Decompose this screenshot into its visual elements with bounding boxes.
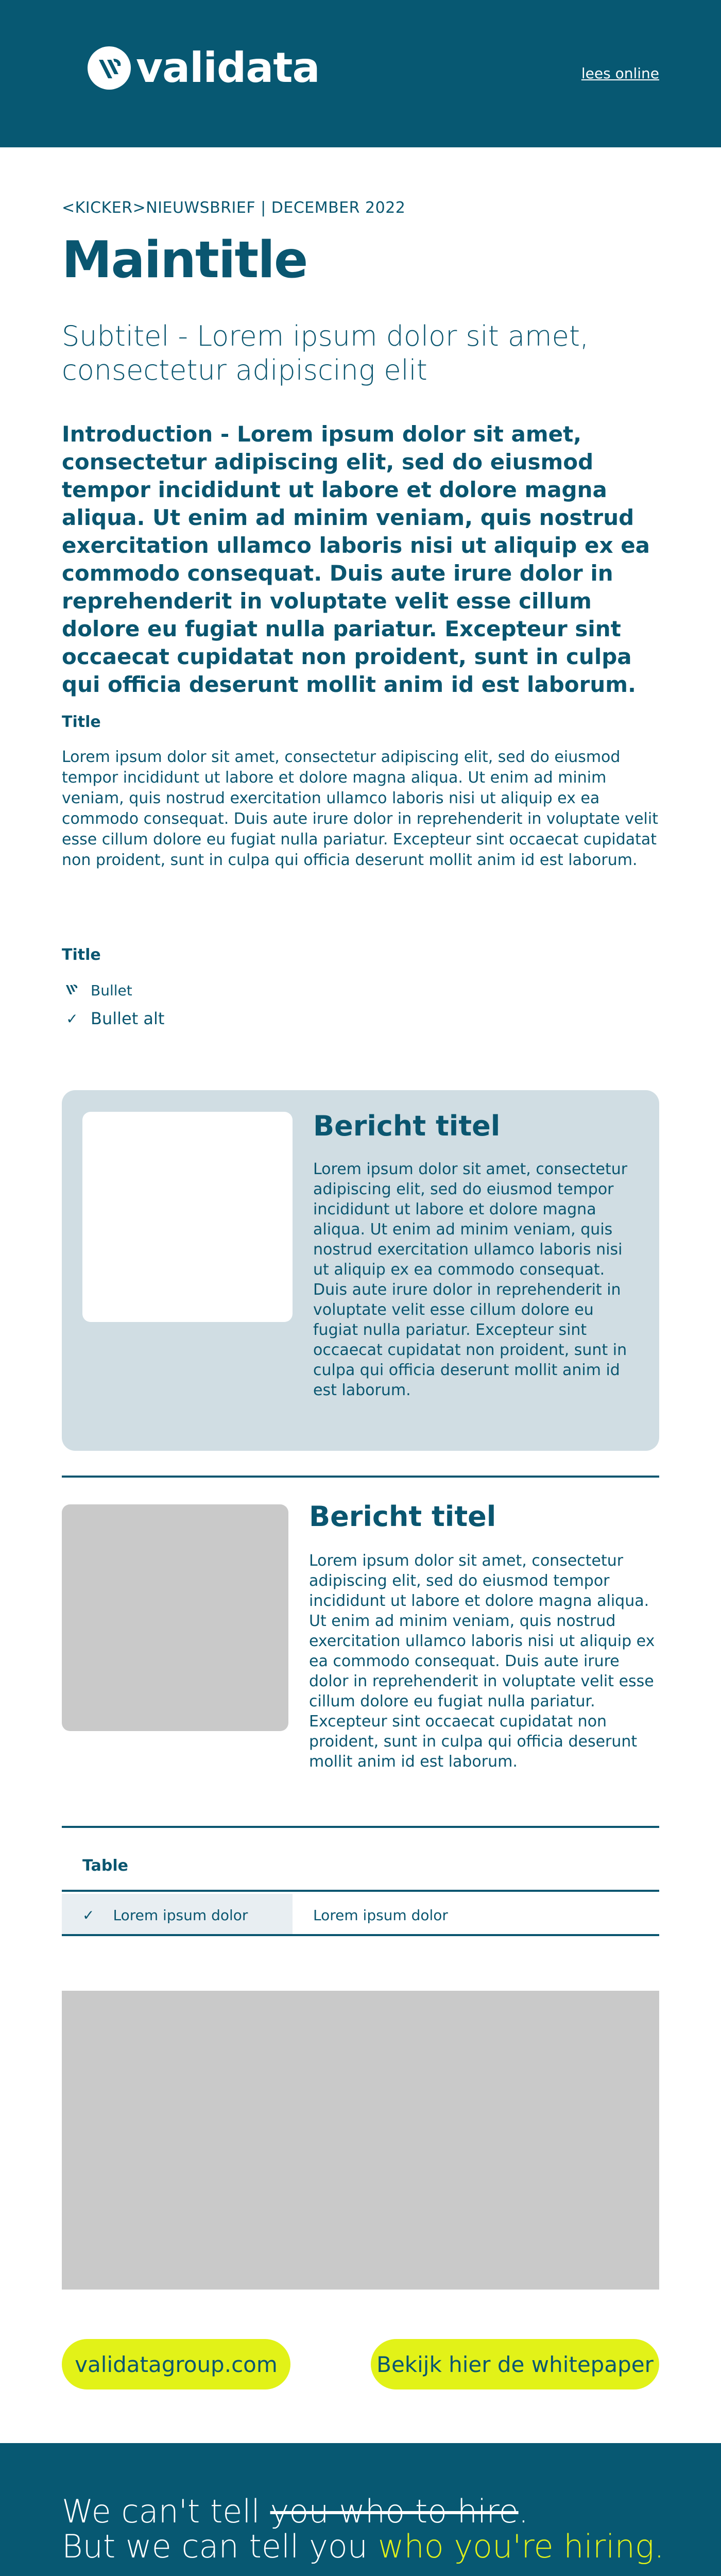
tagline-text: But we can tell you — [62, 2528, 378, 2565]
article-image-placeholder — [82, 1112, 293, 1322]
tagline-dot: . — [518, 2493, 529, 2530]
tagline-highlight: who you're hiring. — [377, 2528, 664, 2565]
check-icon: ✓ — [82, 1906, 95, 1924]
lees-online-link[interactable]: lees online — [581, 65, 659, 82]
article-title: Bericht titel — [309, 1500, 496, 1533]
table-divider — [62, 1934, 659, 1936]
table-cell — [62, 1894, 293, 1936]
bullet-label: Bullet — [91, 982, 132, 999]
intro-paragraph: Introduction - Lorem ipsum dolor sit amet, consectetur adipiscing elit, sed do eiusmod tempor incididunt ut labore et dolore magna aliqua. Ut enim ad minim veniam, quis nostrud exercitation ullamco laboris nisi ut aliquip ex ea commodo consequat. Duis aute irure dolor in reprehenderit in voluptate velit esse cillum dolore eu fugiat nulla pariatur. Excepteur sint occaecat cupidatat non proident, sunt in culpa qui officia deserunt mollit anim id est laborum. — [62, 421, 650, 697]
image-placeholder — [62, 1991, 659, 2290]
article-body: Lorem ipsum dolor sit amet, consectetur adipiscing elit, sed do eiusmod tempor incididunt ut labore et dolore magna aliqua. Ut enim ad minim veniam, quis nostrud exercitation ullamco laboris nisi ut aliquip ex ea commodo consequat. Duis aute irure dolor in reprehenderit in voluptate velit esse cillum dolore eu fugiat nulla pariatur. Excepteur sint occaecat cupidatat non proident, sunt in culpa qui officia deserunt mollit anim id est laborum. — [309, 1552, 655, 1771]
page-title: Maintitle — [62, 231, 307, 290]
tagline-line-2 — [62, 2528, 664, 2565]
article-card — [62, 1090, 659, 1451]
table-cell-text: Lorem ipsum dolor — [313, 1906, 448, 1924]
tagline-text: We can't tell — [62, 2493, 270, 2530]
page-subtitle: Subtitel - Lorem ipsum dolor sit amet, consectetur adipiscing elit — [62, 320, 589, 386]
table-title: Table — [82, 1857, 128, 1875]
article-body: Lorem ipsum dolor sit amet, consectetur adipiscing elit, sed do eiusmod tempor incididunt ut labore et dolore magna aliqua. Ut enim ad minim veniam, quis nostrud exercitation ullamco laboris nisi ut aliquip ex ea commodo consequat. Duis aute irure dolor in reprehenderit in voluptate velit esse cillum dolore eu fugiat nulla pariatur. Excepteur sint occaecat cupidatat non proident, sunt in culpa qui officia deserunt mollit anim id est laborum. — [313, 1160, 628, 1399]
table-row — [62, 1894, 659, 1936]
bullet-label: Bullet alt — [91, 1009, 165, 1028]
header-bar — [0, 0, 721, 147]
brand-name: validata — [136, 44, 320, 92]
table-cell-text: Lorem ipsum dolor — [113, 1906, 248, 1924]
bullets-title: Title — [62, 946, 101, 964]
validata-mark-icon — [88, 46, 131, 90]
list-item — [62, 982, 132, 999]
article-title: Bericht titel — [313, 1110, 501, 1142]
whitepaper-button[interactable]: Bekijk hier de whitepaper — [371, 2339, 659, 2389]
list-item — [62, 1009, 164, 1028]
check-icon: ✓ — [66, 1010, 78, 1027]
section-body: Lorem ipsum dolor sit amet, consectetur adipiscing elit, sed do eiusmod tempor incididunt ut labore et dolore magna aliqua. Ut enim ad minim veniam, quis nostrud exercitation ullamco laboris nisi ut aliquip ex ea commodo consequat. Duis aute irure dolor in reprehenderit in voluptate velit esse cillum dolore eu fugiat nulla pariatur. Excepteur sint occaecat cupidatat non proident, sunt in culpa qui officia deserunt mollit anim id est laborum. — [62, 748, 658, 869]
table-divider — [62, 1890, 659, 1892]
tagline-strike: you who to hire — [270, 2493, 519, 2530]
brand-logo[interactable] — [88, 46, 319, 90]
article-image-placeholder — [62, 1504, 288, 1731]
divider — [62, 1476, 659, 1478]
kicker-text: <KICKER>NIEUWSBRIEF | DECEMBER 2022 — [62, 199, 406, 217]
section-title: Title — [62, 713, 101, 731]
divider — [62, 1826, 659, 1828]
validata-mark-icon — [62, 982, 82, 999]
website-button[interactable]: validatagroup.com — [62, 2339, 290, 2389]
table-cell — [293, 1894, 659, 1936]
tagline-line-1 — [62, 2493, 528, 2530]
